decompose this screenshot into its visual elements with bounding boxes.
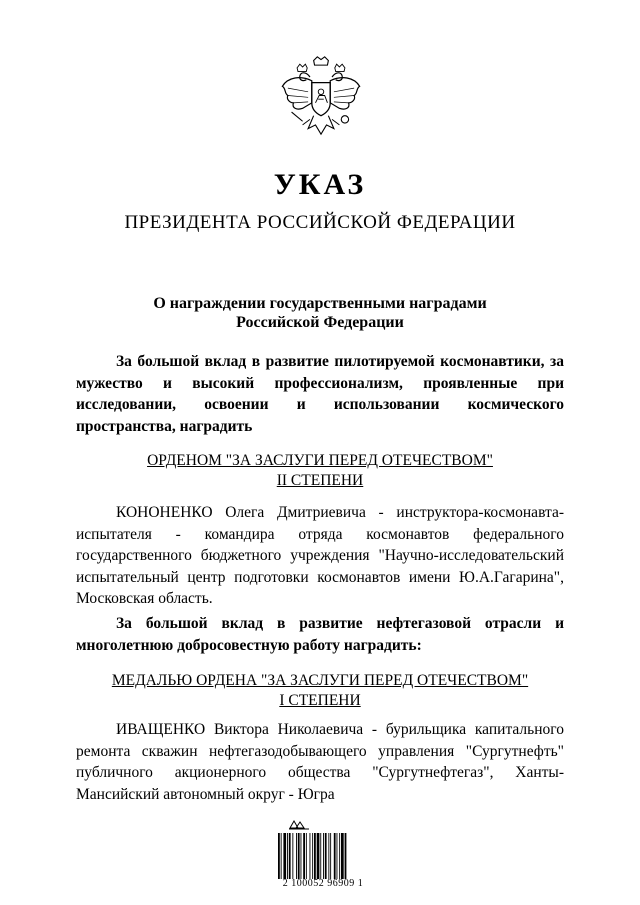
publisher-logo-icon xyxy=(288,818,310,830)
decree-heading xyxy=(0,294,640,332)
barcode-icon xyxy=(278,833,368,879)
award-title-2-line-1: МЕДАЛЬЮ ОРДЕНА "ЗА ЗАСЛУГИ ПЕРЕД ОТЕЧЕСТВОМ" xyxy=(111,672,529,689)
document-title: УКАЗ xyxy=(273,168,367,201)
heading-line-1: О награждении государственными наградами xyxy=(153,295,487,312)
award-title-1-line-1: ОРДЕНОМ "ЗА ЗАСЛУГИ ПЕРЕД ОТЕЧЕСТВОМ" xyxy=(147,452,493,469)
barcode-block xyxy=(268,818,378,898)
award-title-2-line-2: I СТЕПЕНИ xyxy=(279,692,361,709)
barcode-number: 2 100052 96909 1 xyxy=(282,878,364,889)
awardee-1: КОНОНЕНКО Олега Дмитриевича - инструктора-космонавта-испытателя - командира отряда космонавтов федерального государственного бюджетного учреждения "Научно-исследовательский испытательный центр подготовки космонавтов имени Ю.А.Гагарина", Московская область. xyxy=(76,504,564,607)
awardee-2: ИВАЩЕНКО Виктора Николаевича - бурильщика капитального ремонта скважин нефтегазодобывающего управления "Сургутнефть" публичного акционерного общества "Сургутнефтегаз", Ханты-Мансийский автономный округ - Югра xyxy=(76,721,564,803)
document-subtitle: ПРЕЗИДЕНТА РОССИЙСКОЙ ФЕДЕРАЦИИ xyxy=(124,212,516,233)
preamble-paragraph-1: За большой вклад в развитие пилотируемой космонавтики, за мужество и высокий профессионализм, проявленные при исследовании, освоении и использовании космического пространства, наградить xyxy=(76,353,564,435)
preamble-paragraph-2: За большой вклад в развитие нефтегазовой отрасли и многолетнюю добросовестную работу наградить: xyxy=(76,615,564,654)
award-title-1-line-2: II СТЕПЕНИ xyxy=(276,472,364,489)
award-title-1 xyxy=(0,451,640,491)
award-title-2 xyxy=(0,671,640,711)
heading-line-2: Российской Федерации xyxy=(236,314,404,331)
coat-of-arms-icon xyxy=(275,55,367,147)
